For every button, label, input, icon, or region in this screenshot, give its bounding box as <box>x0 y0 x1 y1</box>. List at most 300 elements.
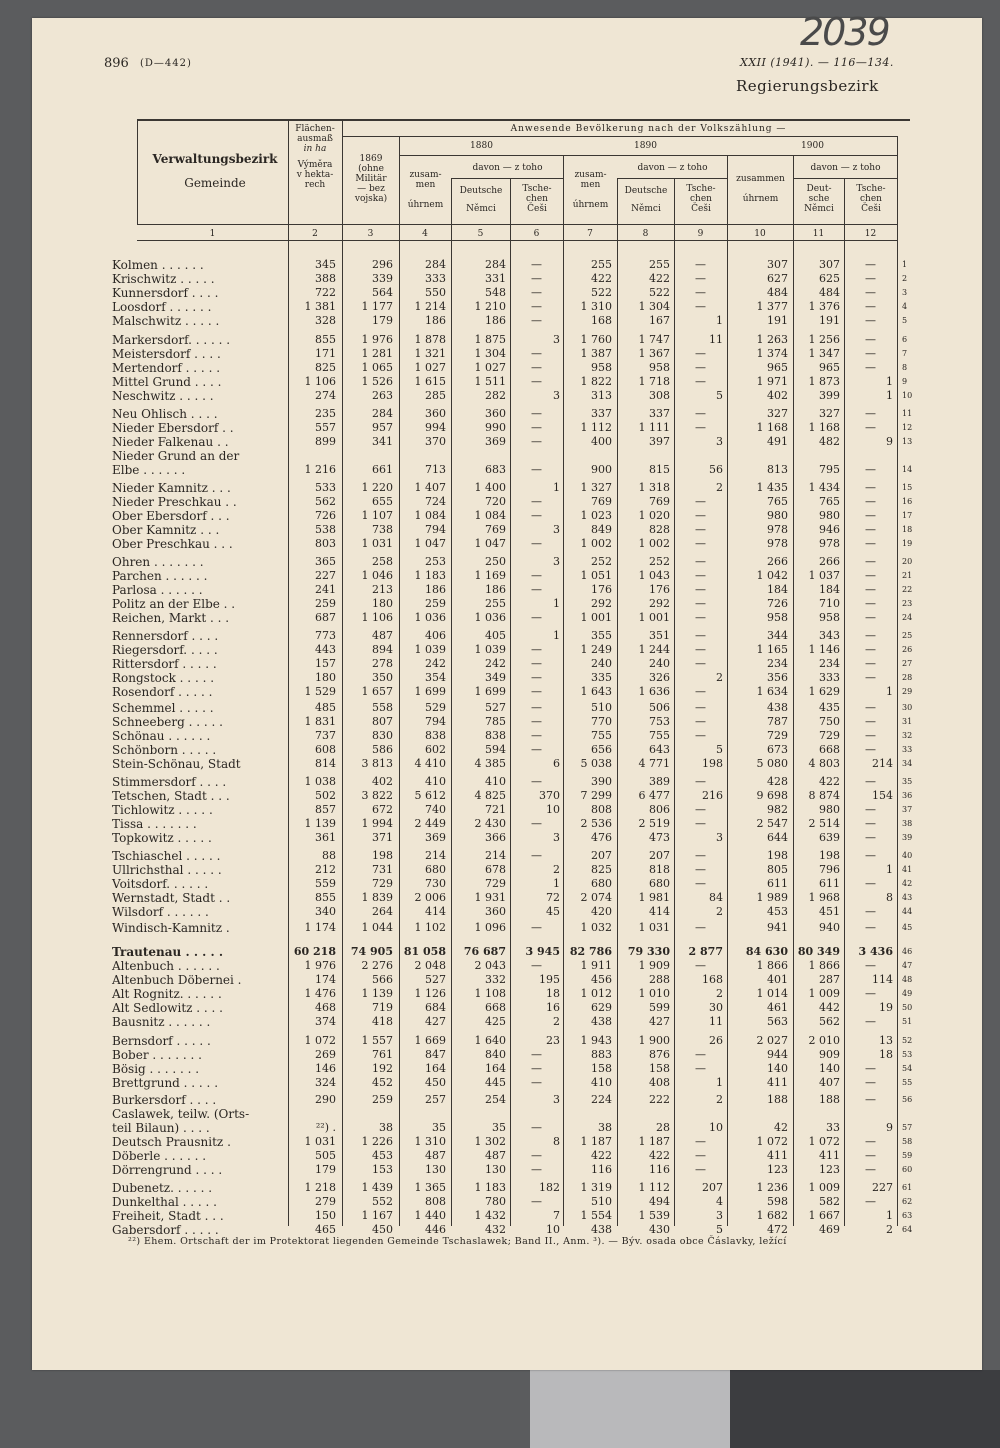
row-number: 17 <box>902 511 913 520</box>
table-row <box>0 1195 1000 1209</box>
empty-cell: — <box>695 729 706 742</box>
table-cell: 182 <box>539 1181 560 1194</box>
empty-cell: — <box>865 1076 876 1089</box>
table-cell: 552 <box>372 1195 393 1208</box>
table-cell: 1 440 <box>414 1209 446 1222</box>
table-row <box>0 361 1000 375</box>
table-cell: 1 <box>886 1209 893 1222</box>
table-cell: 1 931 <box>474 891 506 904</box>
table-cell: 1 183 <box>474 1181 506 1194</box>
table-cell: 1 218 <box>304 1181 336 1194</box>
municipality-name: Elbe . . . . . . <box>112 463 186 477</box>
municipality-name: Nieder Preschkau . . <box>112 495 237 509</box>
czech-label-line: chen <box>526 194 548 204</box>
row-number: 60 <box>902 1165 913 1174</box>
table-cell: 1 036 <box>474 611 506 624</box>
table-cell: 365 <box>315 555 336 568</box>
table-cell: 355 <box>591 629 612 642</box>
year-1900: 1900 <box>801 141 824 151</box>
empty-cell: — <box>695 817 706 830</box>
area-label-line: Výměra <box>297 160 333 170</box>
table-cell: 406 <box>425 629 446 642</box>
table-cell: 290 <box>315 1093 336 1106</box>
municipality-name: Schönborn . . . . . <box>112 743 217 757</box>
column-number: 10 <box>754 229 766 239</box>
table-cell: 1 146 <box>808 643 840 656</box>
table-cell: 710 <box>819 597 840 610</box>
table-row <box>0 817 1000 831</box>
empty-cell: — <box>695 701 706 714</box>
table-cell: 944 <box>767 1048 788 1061</box>
table-cell: 755 <box>591 729 612 742</box>
column-number: 1 <box>209 229 216 239</box>
table-cell: 494 <box>649 1195 670 1208</box>
table-cell: 980 <box>767 509 788 522</box>
table-row <box>0 555 1000 569</box>
table-cell: 785 <box>485 715 506 728</box>
table-cell: 1 010 <box>638 987 670 1000</box>
table-cell: 1 031 <box>361 537 393 550</box>
table-cell: 1 629 <box>808 685 840 698</box>
table-cell: 327 <box>819 407 840 420</box>
table-cell: 207 <box>702 1181 723 1194</box>
table-cell: 1 220 <box>361 481 393 494</box>
empty-cell: — <box>695 849 706 862</box>
empty-cell: — <box>865 817 876 830</box>
table-cell: 1 640 <box>474 1034 506 1047</box>
table-cell: 1 304 <box>638 300 670 313</box>
table-cell: 807 <box>372 715 393 728</box>
table-cell: 2 <box>886 1223 893 1236</box>
volume-reference: XXII (1941). — 116—134. <box>740 56 894 69</box>
table-cell: 1 400 <box>474 481 506 494</box>
municipality-name: Nieder Kamnitz . . . <box>112 481 231 495</box>
table-cell: 668 <box>819 743 840 756</box>
table-cell: 153 <box>372 1163 393 1176</box>
row-number: 30 <box>902 703 913 712</box>
table-cell: 502 <box>315 789 336 802</box>
table-cell: 5 612 <box>414 789 446 802</box>
empty-cell: — <box>531 272 542 285</box>
table-cell: 529 <box>425 701 446 714</box>
empty-cell: — <box>531 743 542 756</box>
table-cell: 174 <box>315 973 336 986</box>
area-label <box>288 124 342 190</box>
municipality-name: Loosdorf . . . . . . <box>112 300 212 314</box>
table-cell: 1 718 <box>638 375 670 388</box>
table-cell: 414 <box>649 905 670 918</box>
table-cell: 186 <box>425 314 446 327</box>
year-1880: 1880 <box>470 141 493 151</box>
table-cell: 360 <box>425 407 446 420</box>
table-cell: 608 <box>315 743 336 756</box>
table-cell: 668 <box>485 1001 506 1014</box>
empty-cell: — <box>531 1149 542 1162</box>
row-number: 25 <box>902 631 913 640</box>
empty-cell: — <box>695 583 706 596</box>
table-cell: 815 <box>649 463 670 476</box>
handwritten-number: 2039 <box>800 10 889 54</box>
table-cell: 274 <box>315 389 336 402</box>
municipality-name: Stein-Schönau, Stadt <box>112 757 241 771</box>
table-cell: 1 377 <box>756 300 788 313</box>
row-number: 11 <box>902 409 913 418</box>
table-cell: 123 <box>819 1163 840 1176</box>
table-cell: 9 <box>886 1121 893 1134</box>
table-cell: 3 <box>716 831 723 844</box>
table-cell: 400 <box>591 435 612 448</box>
table-cell: 313 <box>591 389 612 402</box>
row-number: 53 <box>902 1050 913 1059</box>
table-cell: 2 536 <box>580 817 612 830</box>
table-cell: 242 <box>485 657 506 670</box>
empty-cell: — <box>865 481 876 494</box>
table-cell: 1 657 <box>361 685 393 698</box>
table-cell: 1 747 <box>638 333 670 346</box>
table-cell: 510 <box>591 701 612 714</box>
empty-cell: — <box>865 849 876 862</box>
empty-cell: — <box>531 435 542 448</box>
table-cell: 787 <box>767 715 788 728</box>
table-cell: 990 <box>485 421 506 434</box>
table-cell: 1 102 <box>414 921 446 934</box>
table-cell: 308 <box>649 389 670 402</box>
table-cell: 7 <box>553 1209 560 1222</box>
area-label-line: Flächen- <box>295 124 335 134</box>
table-cell: 1 027 <box>474 361 506 374</box>
table-cell: 116 <box>649 1163 670 1176</box>
table-cell: 428 <box>767 775 788 788</box>
table-cell: 410 <box>591 1076 612 1089</box>
table-cell: 527 <box>425 973 446 986</box>
table-cell: 1 084 <box>474 509 506 522</box>
table-cell: 1 168 <box>808 421 840 434</box>
table-cell: 186 <box>425 583 446 596</box>
empty-cell: — <box>695 643 706 656</box>
table-cell: 1 106 <box>304 375 336 388</box>
table-cell: 1 407 <box>414 481 446 494</box>
table-cell: 1 <box>553 597 560 610</box>
table-cell: 855 <box>315 333 336 346</box>
table-row <box>0 333 1000 347</box>
table-cell: 252 <box>591 555 612 568</box>
table-cell: 3 813 <box>361 757 393 770</box>
table-cell: 1 374 <box>756 347 788 360</box>
table-cell: 388 <box>315 272 336 285</box>
table-cell: 465 <box>315 1223 336 1236</box>
table-row <box>0 523 1000 537</box>
municipality-name: Topkowitz . . . . . <box>112 831 212 845</box>
table-cell: 562 <box>315 495 336 508</box>
empty-cell: — <box>531 509 542 522</box>
table-cell: 180 <box>372 597 393 610</box>
table-cell: 192 <box>372 1062 393 1075</box>
table-cell: 814 <box>315 757 336 770</box>
table-cell: 1 216 <box>304 463 336 476</box>
table-cell: 435 <box>819 701 840 714</box>
column-number: 6 <box>533 229 540 239</box>
table-cell: 680 <box>649 877 670 890</box>
table-cell: 422 <box>819 775 840 788</box>
table-cell: 1 526 <box>361 375 393 388</box>
table-cell: 4 <box>716 1195 723 1208</box>
table-cell: 1 310 <box>414 1135 446 1148</box>
table-cell: 259 <box>372 1093 393 1106</box>
table-cell: 420 <box>591 905 612 918</box>
table-cell: 639 <box>819 831 840 844</box>
table-cell: 2 519 <box>638 817 670 830</box>
table-cell: 753 <box>649 715 670 728</box>
empty-cell: — <box>695 407 706 420</box>
table-cell: 292 <box>649 597 670 610</box>
table-cell: 1 439 <box>361 1181 393 1194</box>
municipality-name: Malschwitz . . . . . <box>112 314 220 328</box>
table-row <box>0 583 1000 597</box>
census-1869-line: Militär <box>355 174 387 184</box>
table-cell: 287 <box>819 973 840 986</box>
row-number: 59 <box>902 1151 913 1160</box>
row-number: 49 <box>902 989 913 998</box>
table-cell: 284 <box>425 258 446 271</box>
table-row <box>0 495 1000 509</box>
municipality-name: Ober Preschkau . . . <box>112 537 233 551</box>
table-cell: 5 <box>716 389 723 402</box>
table-cell: 1 347 <box>808 347 840 360</box>
table-cell: 830 <box>372 729 393 742</box>
row-number: 1 <box>902 260 908 269</box>
table-cell: 42 <box>774 1121 788 1134</box>
table-cell: 1 667 <box>808 1209 840 1222</box>
davon-label-1880: davon — z toho <box>472 163 543 173</box>
table-cell: 1 <box>886 863 893 876</box>
empty-cell: — <box>695 921 706 934</box>
table-cell: 586 <box>372 743 393 756</box>
empty-cell: — <box>531 300 542 313</box>
table-cell: 803 <box>315 537 336 550</box>
row-number: 33 <box>902 745 913 754</box>
table-row <box>0 421 1000 435</box>
table-cell: 1 302 <box>474 1135 506 1148</box>
table-cell: 1 167 <box>361 1209 393 1222</box>
table-cell: 557 <box>315 421 336 434</box>
table-row <box>0 789 1000 803</box>
empty-cell: — <box>865 959 876 972</box>
table-cell: 19 <box>879 1001 893 1014</box>
row-number: 2 <box>902 274 908 283</box>
municipality-name: Windisch-Kamnitz . <box>112 921 230 935</box>
table-cell: 957 <box>372 421 393 434</box>
table-cell: 198 <box>702 757 723 770</box>
table-cell: 180 <box>315 671 336 684</box>
table-cell: 214 <box>485 849 506 862</box>
table-cell: 5 038 <box>580 757 612 770</box>
table-cell: 242 <box>425 657 446 670</box>
table-cell: 284 <box>485 258 506 271</box>
table-cell: 3 822 <box>361 789 393 802</box>
table-cell: 2 048 <box>414 959 446 972</box>
empty-cell: — <box>695 959 706 972</box>
table-cell: 806 <box>649 803 670 816</box>
table-cell: 366 <box>485 831 506 844</box>
table-cell: 1 072 <box>304 1034 336 1047</box>
row-number: 18 <box>902 525 913 534</box>
table-cell: 410 <box>485 775 506 788</box>
table-cell: 726 <box>767 597 788 610</box>
municipality-name: Rongstock . . . . . <box>112 671 215 685</box>
table-cell: 389 <box>649 775 670 788</box>
row-number: 37 <box>902 805 913 814</box>
table-cell: 18 <box>546 987 560 1000</box>
empty-cell: — <box>695 258 706 271</box>
empty-cell: — <box>531 375 542 388</box>
table-cell: 82 786 <box>569 945 612 958</box>
table-cell: 730 <box>425 877 446 890</box>
empty-cell: — <box>865 1015 876 1028</box>
table-cell: 269 <box>315 1048 336 1061</box>
davon-label-1890: davon — z toho <box>637 163 708 173</box>
row-number: 10 <box>902 391 913 400</box>
table-cell: 857 <box>315 803 336 816</box>
table-cell: 1 381 <box>304 300 336 313</box>
table-cell: 1 760 <box>580 333 612 346</box>
table-cell: 1 318 <box>638 481 670 494</box>
municipality-name: Döberle . . . . . . <box>112 1149 207 1163</box>
empty-cell: — <box>865 407 876 420</box>
table-cell: 1 699 <box>414 685 446 698</box>
table-cell: 10 <box>546 1223 560 1236</box>
table-cell: 422 <box>591 272 612 285</box>
table-cell: 207 <box>649 849 670 862</box>
table-cell: 770 <box>591 715 612 728</box>
table-row <box>0 375 1000 389</box>
table-row <box>0 877 1000 891</box>
empty-cell: — <box>695 375 706 388</box>
total-label-line: men <box>580 180 601 190</box>
table-cell: 1 112 <box>580 421 612 434</box>
row-number: 28 <box>902 673 913 682</box>
table-cell: 216 <box>702 789 723 802</box>
column-number: 11 <box>812 229 825 239</box>
empty-cell: — <box>865 1062 876 1075</box>
table-cell: 726 <box>315 509 336 522</box>
table-cell: 224 <box>591 1093 612 1106</box>
table-cell: 958 <box>767 611 788 624</box>
table-cell: 11 <box>709 333 723 346</box>
table-cell: 1 554 <box>580 1209 612 1222</box>
table-row <box>0 959 1000 973</box>
table-cell: 1 072 <box>756 1135 788 1148</box>
table-cell: 740 <box>425 803 446 816</box>
table-cell: 1 226 <box>361 1135 393 1148</box>
row-number: 41 <box>902 865 913 874</box>
table-cell: 1 976 <box>361 333 393 346</box>
table-cell: 1 511 <box>474 375 506 388</box>
table-cell: 625 <box>819 272 840 285</box>
table-cell: 1 304 <box>474 347 506 360</box>
table-cell: 390 <box>591 775 612 788</box>
row-number: 31 <box>902 717 913 726</box>
empty-cell: — <box>865 921 876 934</box>
table-cell: 1 321 <box>414 347 446 360</box>
municipality-name: Ober Kamnitz . . . <box>112 523 220 537</box>
table-cell: 241 <box>315 583 336 596</box>
empty-cell: — <box>695 523 706 536</box>
table-cell: 808 <box>425 1195 446 1208</box>
table-cell: 140 <box>767 1062 788 1075</box>
table-row <box>0 945 1000 959</box>
row-number: 63 <box>902 1211 913 1220</box>
table-row <box>0 863 1000 877</box>
table-cell: 443 <box>315 643 336 656</box>
table-cell: 6 477 <box>638 789 670 802</box>
table-cell: 414 <box>425 905 446 918</box>
empty-cell: — <box>695 1048 706 1061</box>
table-cell: 195 <box>539 973 560 986</box>
table-cell: 234 <box>819 657 840 670</box>
column-number: 3 <box>367 229 374 239</box>
total-label-line: úhrnem <box>742 194 779 204</box>
table-row <box>0 463 1000 477</box>
row-number: 29 <box>902 687 913 696</box>
table-cell: 1 042 <box>756 569 788 582</box>
empty-cell: — <box>865 877 876 890</box>
empty-cell: — <box>865 333 876 346</box>
table-cell: 345 <box>315 258 336 271</box>
table-row <box>0 671 1000 685</box>
czech-label-line: chen <box>690 194 712 204</box>
total-label-1890 <box>564 170 617 210</box>
table-cell: 401 <box>767 973 788 986</box>
table-cell: 813 <box>767 463 788 476</box>
total-label-line: zusammen <box>736 174 785 184</box>
table-cell: 724 <box>425 495 446 508</box>
table-row <box>0 258 1000 272</box>
column-number: 9 <box>697 229 704 239</box>
empty-cell: — <box>865 537 876 550</box>
table-cell: 402 <box>767 389 788 402</box>
row-number: 34 <box>902 759 913 768</box>
table-cell: 680 <box>591 877 612 890</box>
table-cell: 1 634 <box>756 685 788 698</box>
table-row <box>0 743 1000 757</box>
table-cell: 1 <box>553 877 560 890</box>
table-cell: 899 <box>315 435 336 448</box>
row-number: 54 <box>902 1064 913 1073</box>
table-cell: 10 <box>546 803 560 816</box>
table-row <box>0 449 1000 463</box>
table-cell: 550 <box>425 286 446 299</box>
table-row <box>0 757 1000 771</box>
table-cell: 1 046 <box>361 569 393 582</box>
empty-cell: — <box>865 729 876 742</box>
table-row <box>0 314 1000 328</box>
table-row <box>0 435 1000 449</box>
table-cell: 755 <box>649 729 670 742</box>
table-cell: 3 <box>716 1209 723 1222</box>
column-number: 7 <box>587 229 593 239</box>
table-cell: 796 <box>819 863 840 876</box>
table-cell: 405 <box>485 629 506 642</box>
davon-label-1900: davon — z toho <box>810 163 881 173</box>
table-cell: 422 <box>591 1149 612 1162</box>
empty-cell: — <box>865 775 876 788</box>
table-cell: 1 009 <box>808 987 840 1000</box>
table-cell: 1 968 <box>808 891 840 904</box>
table-cell: 186 <box>485 583 506 596</box>
table-row <box>0 1121 1000 1135</box>
table-cell: 1 002 <box>580 537 612 550</box>
czech-label-line: Tsche- <box>522 184 552 194</box>
